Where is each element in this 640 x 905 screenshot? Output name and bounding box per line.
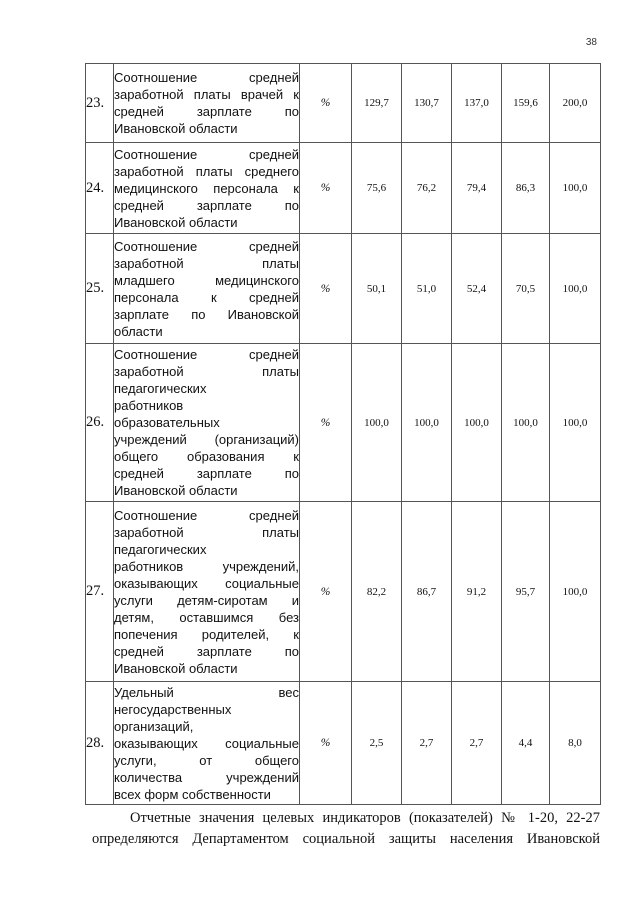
row-number: 25. [86, 234, 114, 344]
indicator-line: работников [114, 398, 184, 413]
indicator-line: Ивановской области [114, 660, 238, 676]
indicator-line: учреждений (организаций) [114, 432, 299, 447]
indicator-line: Соотношение средней [114, 238, 299, 254]
value-cell: 51,0 [402, 234, 452, 344]
value-cell: 129,7 [352, 64, 402, 143]
page-number: 38 [585, 37, 597, 48]
value-cell: 137,0 [452, 64, 502, 143]
indicator-line: средней зарплате по [114, 643, 299, 659]
indicator-line: персонала к средней [114, 289, 299, 305]
table-row [86, 502, 601, 682]
indicator-line: педагогических [114, 381, 207, 396]
indicator-line: Соотношение средней [114, 70, 299, 85]
row-number: 28. [86, 682, 114, 805]
value-cell: 52,4 [452, 234, 502, 344]
indicator-line: младшего медицинского [114, 272, 299, 288]
table-row [86, 143, 601, 234]
indicator-line: заработной платы врачей к [114, 87, 299, 102]
indicator-line: зарплате по Ивановской [114, 306, 299, 322]
value-cell: 100,0 [550, 143, 601, 234]
value-cell: 79,4 [452, 143, 502, 234]
indicator-line: средней зарплате по [114, 466, 299, 481]
indicator-line: количества учреждений [114, 769, 299, 785]
indicator-line: образовательных [114, 415, 220, 430]
unit-cell: % [300, 502, 352, 682]
value-cell: 86,7 [402, 502, 452, 682]
indicator-line: заработной платы [114, 524, 299, 540]
unit-cell: % [300, 64, 352, 143]
value-cell: 4,4 [502, 682, 550, 805]
value-cell: 2,5 [352, 682, 402, 805]
indicator-line: Ивановской области [114, 121, 238, 136]
indicator-line: заработной платы [114, 255, 299, 271]
indicator-line: оказывающих социальные [114, 575, 299, 591]
value-cell: 82,2 [352, 502, 402, 682]
indicator-name [114, 682, 300, 805]
indicator-line: области [114, 323, 163, 339]
row-number: 23. [86, 64, 114, 143]
value-cell: 100,0 [550, 234, 601, 344]
value-cell: 100,0 [352, 344, 402, 502]
value-cell: 100,0 [550, 502, 601, 682]
value-cell: 95,7 [502, 502, 550, 682]
unit-cell: % [300, 143, 352, 234]
indicator-line: медицинского персонала к [114, 180, 299, 196]
indicator-line: негосударственных [114, 701, 232, 717]
indicator-line: работников учреждений, [114, 558, 299, 574]
value-cell: 8,0 [550, 682, 601, 805]
value-cell: 2,7 [402, 682, 452, 805]
unit-cell: % [300, 234, 352, 344]
indicator-line: Соотношение средней [114, 507, 299, 523]
footer-paragraph-line2: определяются Департаментом социальной защиты населения Ивановской [92, 831, 600, 847]
value-cell: 91,2 [452, 502, 502, 682]
indicator-name [114, 234, 300, 344]
indicator-line: услуги, от общего [114, 752, 299, 768]
indicator-line: детям, оставшимся без [114, 609, 299, 625]
value-cell: 100,0 [402, 344, 452, 502]
indicator-line: средней зарплате по [114, 104, 299, 119]
table-row [86, 64, 601, 143]
value-cell: 100,0 [452, 344, 502, 502]
indicator-line: общего образования к [114, 449, 299, 464]
row-number: 24. [86, 143, 114, 234]
value-cell: 75,6 [352, 143, 402, 234]
value-cell: 50,1 [352, 234, 402, 344]
value-cell: 76,2 [402, 143, 452, 234]
indicator-line: организаций, [114, 718, 194, 734]
indicator-name [114, 344, 300, 502]
row-number: 27. [86, 502, 114, 682]
unit-cell: % [300, 682, 352, 805]
value-cell: 130,7 [402, 64, 452, 143]
indicator-line: попечения родителей, к [114, 626, 299, 642]
value-cell: 100,0 [502, 344, 550, 502]
indicator-line: Удельный вес [114, 684, 299, 700]
table-row [86, 682, 601, 805]
value-cell: 100,0 [550, 344, 601, 502]
value-cell: 159,6 [502, 64, 550, 143]
indicator-line: Ивановской области [114, 483, 238, 498]
indicator-line: всех форм собственности [114, 786, 271, 802]
indicator-line: услуги детям-сиротам и [114, 592, 299, 608]
indicator-line: заработной платы среднего [114, 163, 299, 179]
indicator-line: педагогических [114, 541, 207, 557]
indicators-table [85, 63, 601, 805]
value-cell: 70,5 [502, 234, 550, 344]
value-cell: 86,3 [502, 143, 550, 234]
indicator-line: Соотношение средней [114, 347, 299, 362]
table-row [86, 344, 601, 502]
value-cell: 2,7 [452, 682, 502, 805]
indicator-line: Ивановской области [114, 214, 238, 230]
indicator-name [114, 64, 300, 143]
indicator-line: Соотношение средней [114, 146, 299, 162]
footer-paragraph-line1: Отчетные значения целевых индикаторов (показателей) № 1-20, 22-27 [130, 810, 600, 826]
indicator-name [114, 143, 300, 234]
indicator-name [114, 502, 300, 682]
indicator-line: средней зарплате по [114, 197, 299, 213]
indicator-line: оказывающих социальные [114, 735, 299, 751]
table-row [86, 234, 601, 344]
row-number: 26. [86, 344, 114, 502]
value-cell: 200,0 [550, 64, 601, 143]
indicator-line: заработной платы [114, 364, 299, 379]
unit-cell: % [300, 344, 352, 502]
